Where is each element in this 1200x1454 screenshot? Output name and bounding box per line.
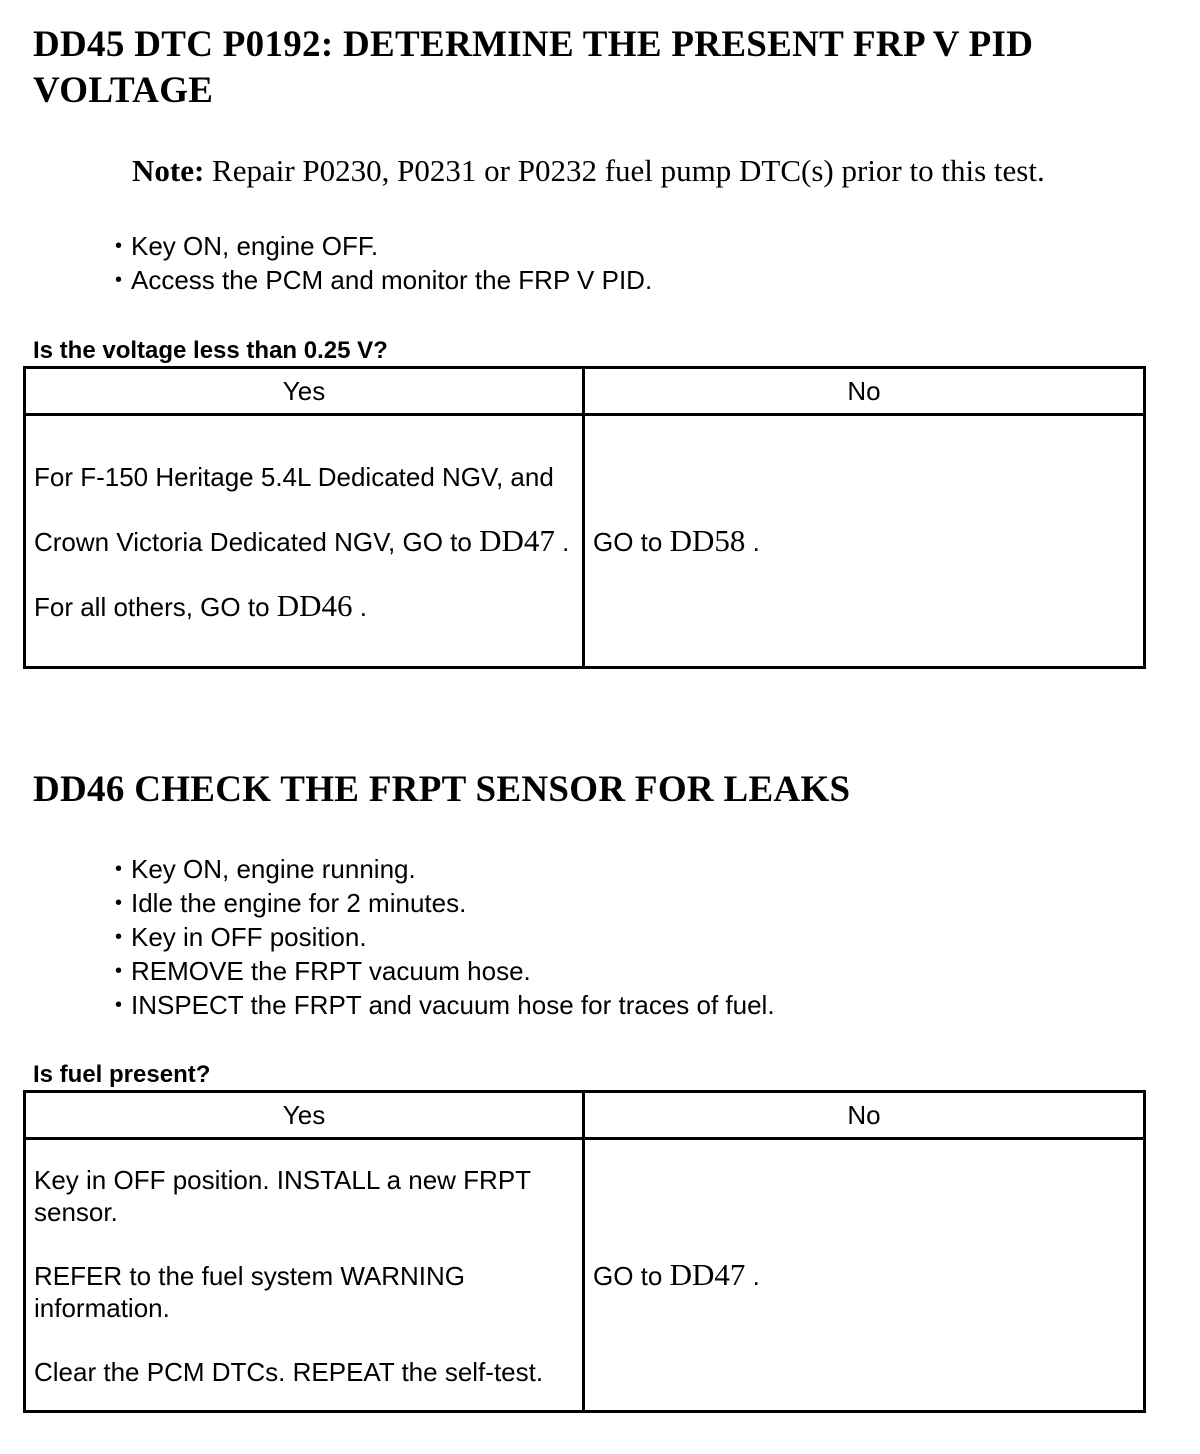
dd45-steps-list xyxy=(115,229,652,297)
dd46-link[interactable]: DD46 xyxy=(276,588,353,623)
table-row xyxy=(25,415,1145,668)
table-header-row xyxy=(25,368,1145,415)
dd58-link[interactable]: DD58 xyxy=(669,523,746,558)
list-item: • Idle the engine for 2 minutes. xyxy=(115,888,467,918)
list-item: • INSPECT the FRPT and vacuum hose for traces of fuel. xyxy=(115,990,775,1020)
no-cell: GO to DD47 . xyxy=(584,1139,1145,1412)
dd45-note xyxy=(132,152,1045,190)
list-item: • Key ON, engine OFF. xyxy=(115,231,379,261)
dd47-link[interactable]: DD47 xyxy=(669,1257,746,1292)
dd46-question: Is fuel present? xyxy=(33,1061,211,1088)
list-item: • Key in OFF position. xyxy=(115,922,367,952)
bullet-icon: • xyxy=(115,960,123,982)
bullet-icon: • xyxy=(115,926,123,948)
yes-paragraph: Clear the PCM DTCs. REPEAT the self-test. xyxy=(34,1357,544,1387)
yes-paragraph: For all others, GO to DD46 . xyxy=(34,588,367,623)
list-item: • REMOVE the FRPT vacuum hose. xyxy=(115,956,531,986)
no-header: No xyxy=(584,1092,1145,1139)
yes-paragraph: Crown Victoria Dedicated NGV, GO to DD47 . xyxy=(34,523,570,558)
note-label: Note: xyxy=(132,153,205,188)
dd45-decision-table xyxy=(23,366,1146,669)
bullet-icon: • xyxy=(115,994,123,1016)
yes-header: Yes xyxy=(25,368,584,415)
yes-header: Yes xyxy=(25,1092,584,1139)
table-header-row xyxy=(25,1092,1145,1139)
no-header: No xyxy=(584,368,1145,415)
bullet-icon: • xyxy=(115,235,123,257)
dd46-decision-table xyxy=(23,1090,1146,1413)
bullet-icon: • xyxy=(115,892,123,914)
dd46-steps-list xyxy=(115,852,775,1022)
bullet-icon: • xyxy=(115,269,123,291)
no-cell: GO to DD58 . xyxy=(584,415,1145,668)
dd46-title: DD46 CHECK THE FRPT SENSOR FOR LEAKS xyxy=(33,769,851,810)
dd47-link[interactable]: DD47 xyxy=(479,523,555,558)
yes-paragraph: REFER to the fuel system WARNING information. xyxy=(34,1261,466,1323)
yes-cell xyxy=(25,415,584,668)
yes-cell xyxy=(25,1139,584,1412)
note-text: Repair P0230, P0231 or P0232 fuel pump DTC(s) prior to this test. xyxy=(204,153,1045,188)
list-item: • Access the PCM and monitor the FRP V PID. xyxy=(115,265,653,295)
dd45-title: DD45 DTC P0192: DETERMINE THE PRESENT FRP V PID VOLTAGE xyxy=(33,24,1034,111)
list-item: • Key ON, engine running. xyxy=(115,854,416,884)
yes-paragraph: For F-150 Heritage 5.4L Dedicated NGV, and xyxy=(34,462,554,492)
bullet-icon: • xyxy=(115,858,123,880)
yes-paragraph: Key in OFF position. INSTALL a new FRPT sensor. xyxy=(34,1165,531,1227)
dd45-question: Is the voltage less than 0.25 V? xyxy=(33,337,388,364)
table-row xyxy=(25,1139,1145,1412)
